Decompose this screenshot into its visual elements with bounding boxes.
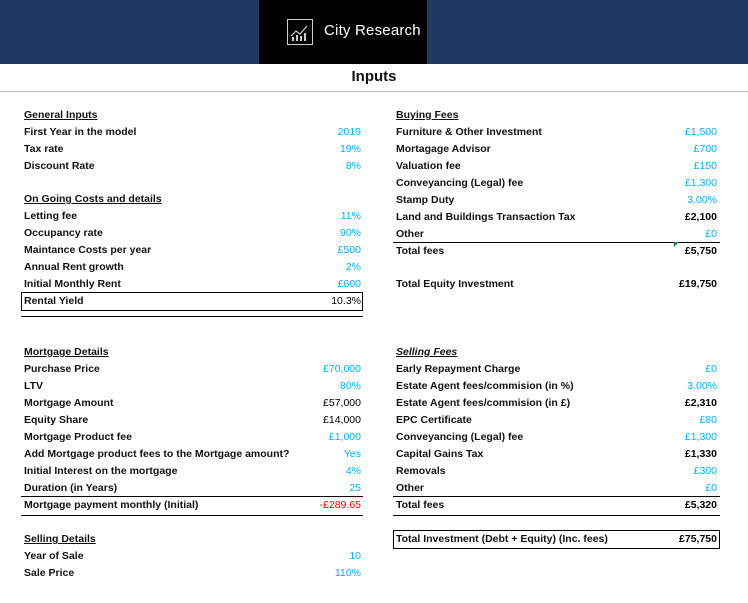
- row-value: £2,100: [684, 211, 717, 223]
- mortgage-payment-value: -£289.65: [319, 499, 361, 511]
- brand-name: City Research: [324, 22, 421, 39]
- row-label: First Year in the model: [24, 126, 137, 138]
- row-value: 3.00%: [687, 380, 717, 392]
- row-label: Initial Interest on the mortgage: [24, 465, 178, 477]
- row-label: Mortagage Advisor: [396, 143, 491, 155]
- row-value: 2%: [345, 261, 361, 273]
- row-label: Equity Share: [24, 414, 89, 426]
- row-value: £0: [705, 482, 717, 494]
- row-label: Maintance Costs per year: [24, 244, 152, 256]
- row-label: Mortgage Amount: [24, 397, 114, 409]
- row-label: Conveyancing (Legal) fee: [396, 431, 524, 443]
- row-label: Furniture & Other Investment: [396, 126, 542, 138]
- row-label: Occupancy rate: [24, 227, 103, 239]
- buying-fees-total-label: Total fees: [396, 245, 445, 257]
- page-title: Inputs: [351, 68, 397, 85]
- row-value: £1,330: [684, 448, 717, 460]
- row-label: Sale Price: [24, 567, 75, 579]
- row-label: Purchase Price: [24, 363, 100, 375]
- row-value: Yes: [343, 448, 361, 460]
- row-value: 10: [349, 550, 361, 562]
- selling-fees-total-label: Total fees: [396, 499, 445, 511]
- row-label: Duration (in Years): [24, 482, 118, 494]
- row-value: 3.00%: [687, 194, 717, 206]
- row-label: LTV: [24, 380, 44, 392]
- row-label: Letting fee: [24, 210, 78, 222]
- mortgage-payment-label: Mortgage payment monthly (Initial): [24, 499, 199, 511]
- row-value: 110%: [334, 567, 361, 579]
- row-value: £1,500: [684, 126, 717, 138]
- row-value: £0: [705, 228, 717, 240]
- row-label: Discount Rate: [24, 160, 95, 172]
- brand-logo: [259, 0, 427, 64]
- row-label: Other: [396, 482, 425, 494]
- row-value: £1,300: [684, 431, 717, 443]
- row-label: Capital Gains Tax: [396, 448, 484, 460]
- row-label: Tax rate: [24, 143, 64, 155]
- row-value: £700: [693, 143, 717, 155]
- row-label: Year of Sale: [24, 550, 84, 562]
- row-label: Valuation fee: [396, 160, 461, 172]
- total-investment-value: £75,750: [679, 533, 717, 545]
- buying-fees-total-value: £5,750: [684, 245, 717, 257]
- row-value: 8%: [345, 160, 361, 172]
- row-value: £1,300: [684, 177, 717, 189]
- row-value: £150: [693, 160, 717, 172]
- row-border: [21, 316, 363, 317]
- top-banner: [0, 0, 748, 64]
- row-value: £1,000: [328, 431, 361, 443]
- row-border: [21, 515, 363, 516]
- row-value: £14,000: [323, 414, 361, 426]
- row-label: Add Mortgage product fees to the Mortgage amount?: [24, 448, 290, 460]
- row-value: £0: [705, 363, 717, 375]
- row-value: 11%: [340, 210, 361, 222]
- row-value: £600: [337, 278, 361, 290]
- section-header-selling-details: Selling Details: [24, 533, 96, 545]
- total-investment-label: Total Investment (Debt + Equity) (Inc. fees): [396, 533, 608, 545]
- row-value: 4%: [345, 465, 361, 477]
- row-label: Land and Buildings Transaction Tax: [396, 211, 576, 223]
- row-label: Early Repayment Charge: [396, 363, 521, 375]
- section-header-mortgage: Mortgage Details: [24, 346, 109, 358]
- row-label: Other: [396, 228, 425, 240]
- row-label: Estate Agent fees/commision (in £): [396, 397, 571, 409]
- row-border: [393, 515, 720, 516]
- total-equity-value: £19,750: [679, 278, 717, 290]
- row-label: Stamp Duty: [396, 194, 455, 206]
- section-header-buying-fees: Buying Fees: [396, 109, 459, 121]
- row-label: Annual Rent growth: [24, 261, 124, 273]
- row-value: 19%: [339, 143, 361, 155]
- row-label: Mortgage Product fee: [24, 431, 132, 443]
- row-label: Removals: [396, 465, 446, 477]
- row-label: Estate Agent fees/commision (in %): [396, 380, 574, 392]
- row-value: £500: [337, 244, 361, 256]
- row-value: 90%: [339, 227, 361, 239]
- row-value: 80%: [339, 380, 361, 392]
- divider: [0, 91, 748, 92]
- rental-yield-label: Rental Yield: [24, 295, 84, 307]
- section-header-general: General Inputs: [24, 109, 98, 121]
- selling-fees-total-value: £5,320: [684, 499, 717, 511]
- section-header-selling-fees: Selling Fees: [396, 346, 458, 358]
- row-label: EPC Certificate: [396, 414, 472, 426]
- section-header-ongoing: On Going Costs and details: [24, 193, 162, 205]
- row-label: Initial Monthly Rent: [24, 278, 121, 290]
- row-value: £57,000: [323, 397, 361, 409]
- total-equity-label: Total Equity Investment: [396, 278, 514, 290]
- chart-icon: [287, 19, 313, 45]
- row-value: 25: [349, 482, 361, 494]
- rental-yield-value: 10.3%: [331, 295, 361, 307]
- row-value: £70,000: [323, 363, 361, 375]
- row-value: £2,310: [684, 397, 717, 409]
- row-value: 2019: [337, 126, 361, 138]
- row-value: £300: [693, 465, 717, 477]
- row-label: Conveyancing (Legal) fee: [396, 177, 524, 189]
- row-value: £80: [699, 414, 717, 426]
